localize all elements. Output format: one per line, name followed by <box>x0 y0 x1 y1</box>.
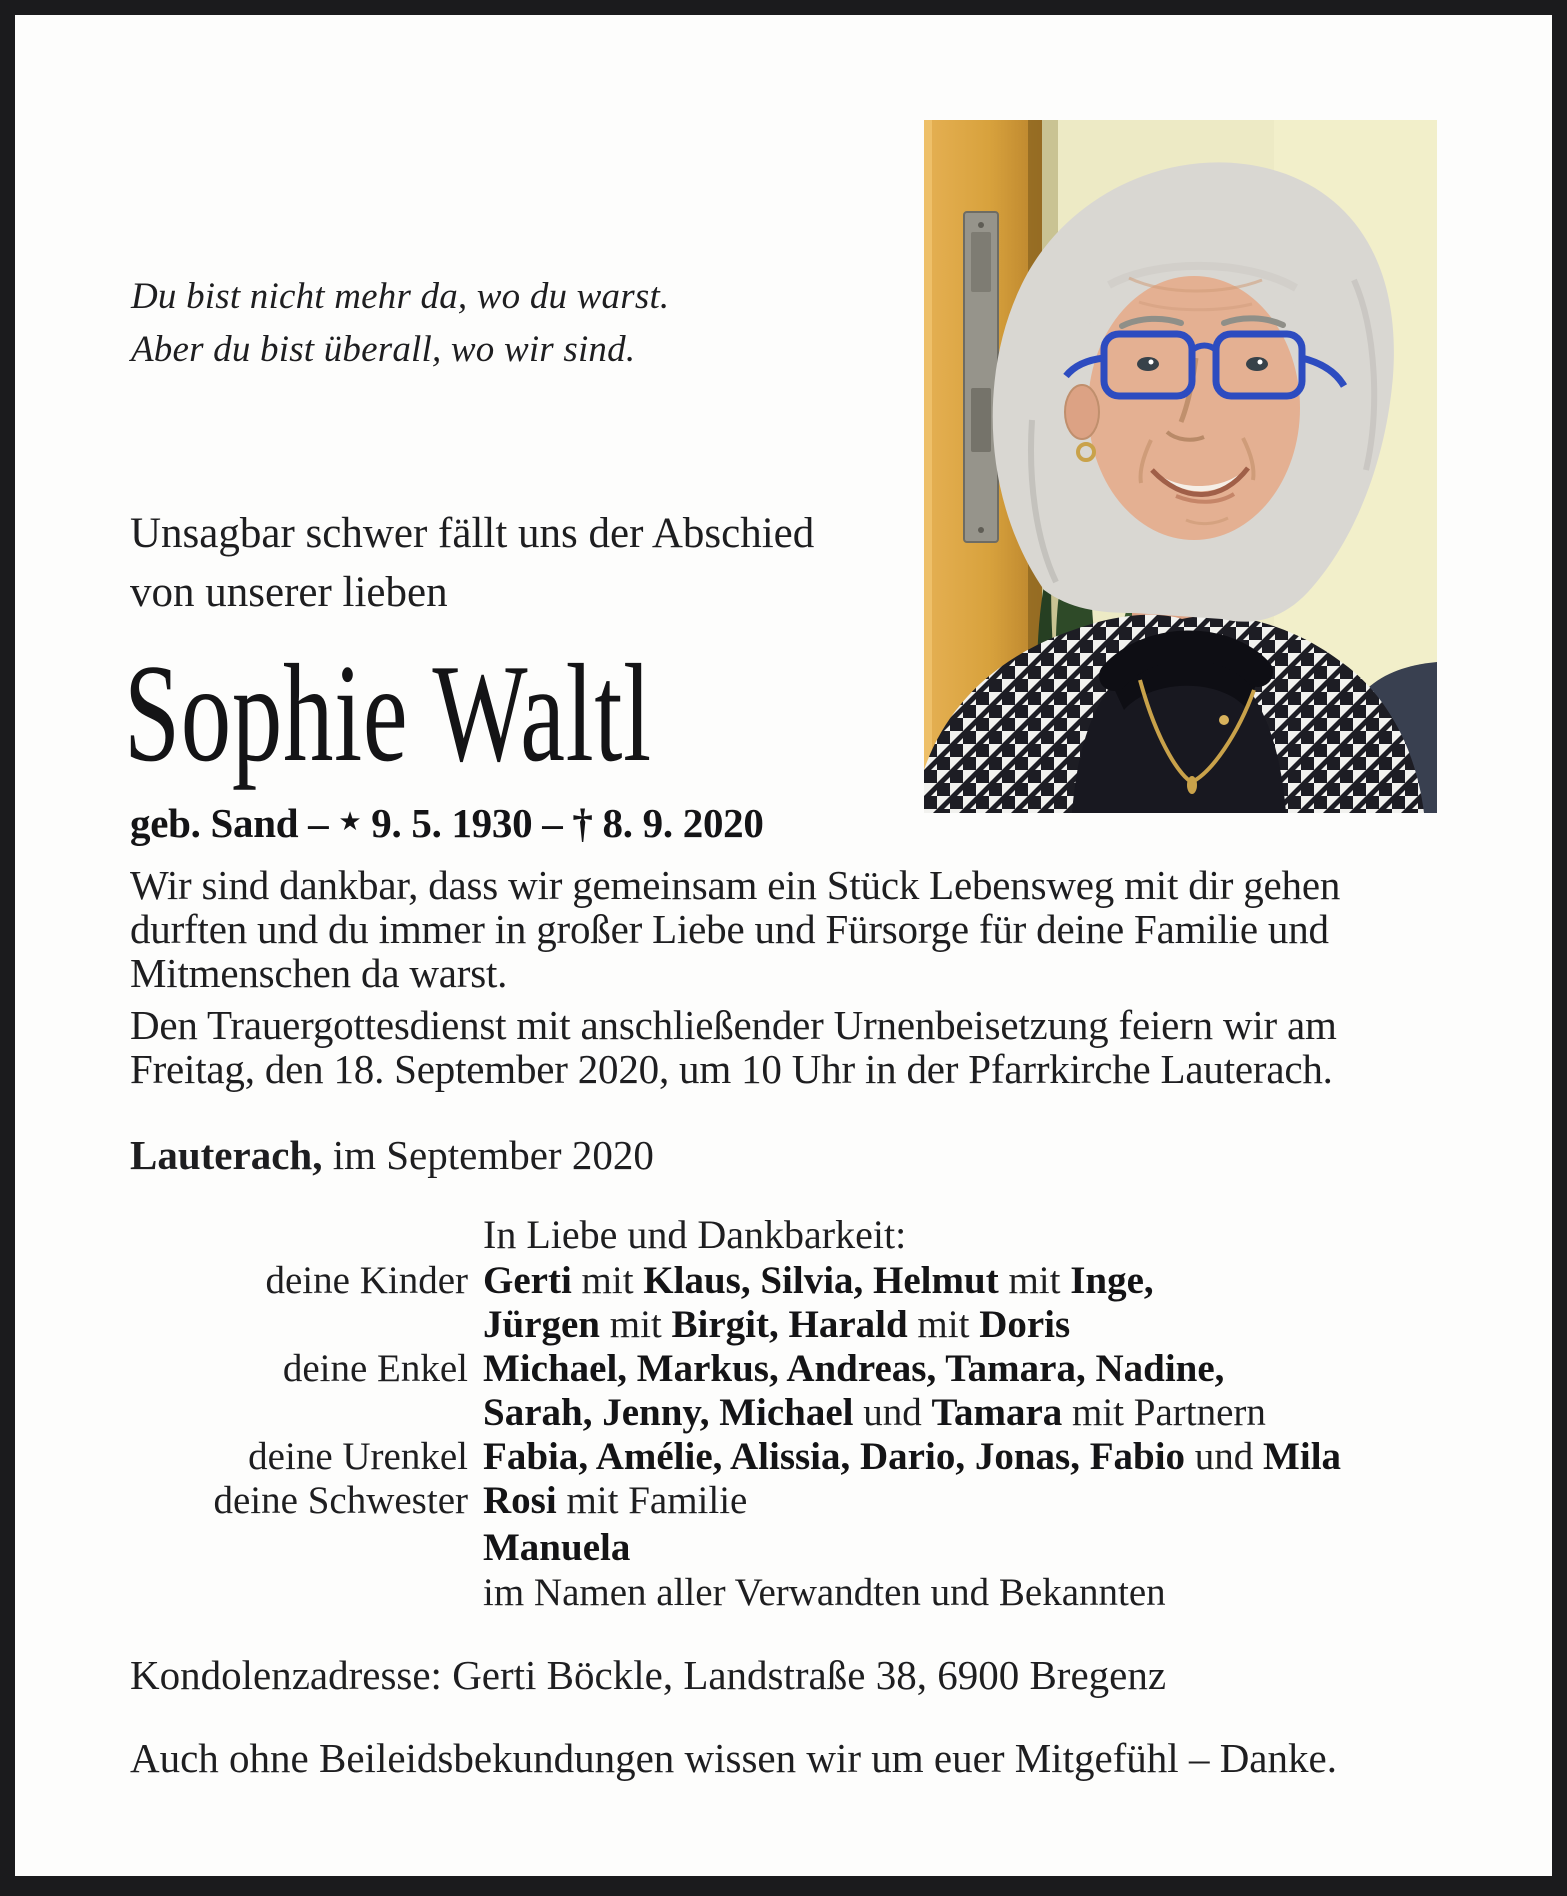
portrait-photo-image <box>924 120 1437 813</box>
page-border-bottom <box>0 1876 1567 1896</box>
dedication-line: In Liebe und Dankbarkeit: <box>483 1212 907 1257</box>
intro-line-2: von unserer lieben <box>130 569 448 616</box>
death-date: 8. 9. 2020 <box>592 800 764 846</box>
place-date-line <box>130 1133 654 1177</box>
family-label-enkel: deine Enkel <box>282 1347 468 1390</box>
place: Lauterach, <box>130 1132 323 1178</box>
deceased-dates <box>130 799 764 846</box>
birth-date: 9. 5. 1930 – <box>361 800 573 846</box>
deceased-name: Sophie Waltl <box>124 636 652 791</box>
epigraph-quote <box>131 270 669 376</box>
family-names-row-2: Jürgen mit Birgit, Harald mit Doris <box>483 1303 1071 1346</box>
closing-thanks-line: Auch ohne Beileidsbekundungen wissen wir um euer Mitgefühl – Danke. <box>130 1735 1337 1781</box>
thanks-line-1: Wir sind dankbar, dass wir gemeinsam ein Stück Lebensweg mit dir gehen <box>130 862 1341 908</box>
condolence-address: Kondolenzadresse: Gerti Böckle, Landstraße 38, 6900 Bregenz <box>130 1652 1167 1698</box>
birth-star-icon: ★ <box>338 807 362 837</box>
maiden-name: geb. Sand – <box>130 800 339 846</box>
intro-text <box>130 504 814 622</box>
family-label-urenkel: deine Urenkel <box>248 1435 468 1478</box>
family-list <box>130 1259 1341 1523</box>
death-cross-icon: † <box>572 800 593 846</box>
quote-line-2: Aber du bist überall, wo wir sind. <box>131 329 636 370</box>
thanks-line-3: Mitmenschen da warst. <box>130 950 508 996</box>
paragraph-service <box>130 1003 1337 1091</box>
intro-line-1: Unsagbar schwer fällt uns der Abschied <box>130 510 815 557</box>
closing-manuela: Manuela <box>483 1526 631 1569</box>
service-line-1: Den Trauergottesdienst mit anschließender Urnenbeisetzung feiern wir am <box>130 1002 1337 1048</box>
thanks-line-2: durften und du immer in großer Liebe und Fürsorge für deine Familie und <box>130 906 1329 952</box>
family-names-row-1: Gerti mit Klaus, Silvia, Helmut mit Inge, <box>483 1259 1154 1302</box>
quote-line-1: Du bist nicht mehr da, wo du warst. <box>131 276 670 317</box>
service-line-2: Freitag, den 18. September 2020, um 10 Uhr in der Pfarrkirche Lauterach. <box>130 1046 1333 1092</box>
portrait-photo <box>924 120 1437 813</box>
family-label-kinder: deine Kinder <box>265 1259 468 1302</box>
family-names-row-4: Sarah, Jenny, Michael und Tamara mit Partnern <box>483 1391 1266 1434</box>
family-label-empty-2 <box>130 1391 468 1435</box>
family-names-row-5: Fabia, Amélie, Alissia, Dario, Jonas, Fabio und Mila <box>483 1435 1342 1478</box>
date: im September 2020 <box>322 1132 654 1178</box>
paragraph-thanks <box>130 863 1340 995</box>
family-label-empty-1 <box>130 1303 468 1347</box>
family-label-schwester: deine Schwester <box>213 1479 468 1522</box>
family-names-row-3: Michael, Markus, Andreas, Tamara, Nadine, <box>483 1347 1225 1390</box>
closing-in-namen: im Namen aller Verwandten und Bekannten <box>483 1571 1166 1614</box>
family-names-row-6: Rosi mit Familie <box>483 1479 748 1522</box>
